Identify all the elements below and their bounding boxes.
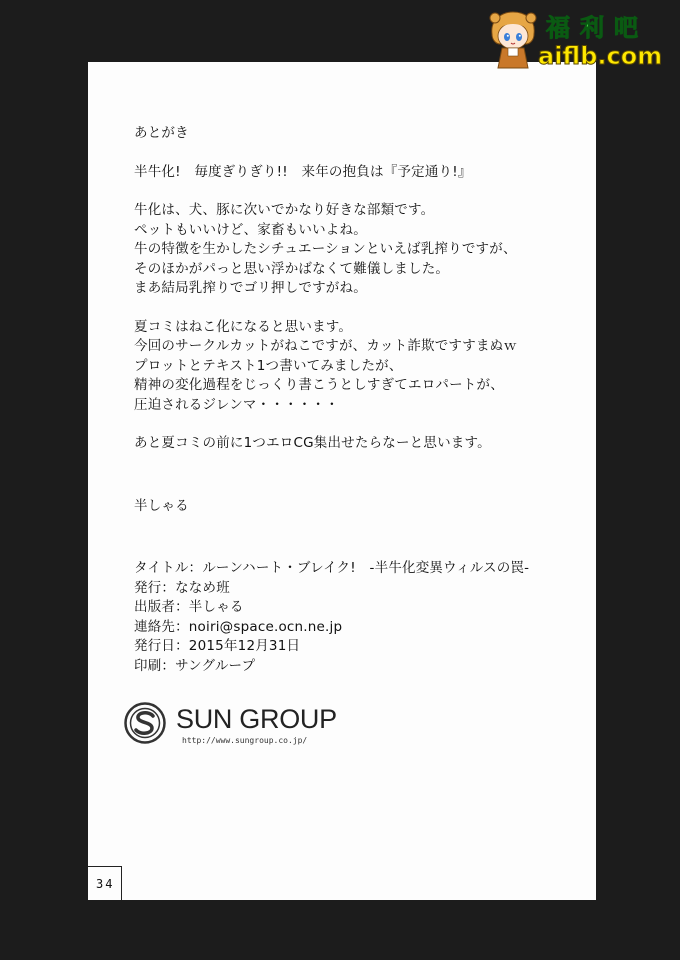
page-number-box [88,866,122,900]
afterword-intro: 半牛化! 毎度ぎりぎり!! 来年の抱負は『予定通り!』 [134,163,472,180]
anime-girl-mascot-icon [486,10,540,70]
afterword-heading: あとがき [134,125,189,141]
colophon-title: タイトル：ルーンハート・ブレイク! -半牛化変異ウィルスの罠- [134,560,530,576]
logo-name: SUN GROUP [176,704,337,734]
paragraph2-line: 圧迫されるジレンマ・・・・・・ [134,396,339,413]
paragraph1-line: ペットもいいけど、家畜もいいよね。 [134,221,367,238]
paragraph1-line: 牛の特徴を生かしたシチュエーションといえば乳搾りですが、 [134,241,517,257]
document-page [88,62,596,900]
page-number: 34 [96,877,115,891]
colophon [134,559,584,676]
afterword-signature: 半しゃる [134,497,189,514]
sun-group-logo [124,702,374,750]
paragraph1-line: そのほかがパっと思い浮かばなくて難儀しました。 [134,260,450,277]
paragraph1-line: まあ結局乳搾りでゴリ押しですがね。 [134,280,367,296]
afterword-closing: あと夏コミの前に1つエロCG集出せたらなーと思います。 [134,435,491,451]
site-watermark [484,6,674,74]
colophon-author: 出版者：半しゃる [134,599,244,615]
colophon-contact: 連絡先：noiri@space.ocn.ne.jp [134,618,343,635]
afterword-section [134,124,584,676]
paragraph2-line: プロットとテキスト1つ書いてみましたが、 [134,357,403,374]
watermark-domain: aiflb.com [538,42,663,70]
sun-group-mark-icon [124,702,166,744]
logo-url: http://www.sungroup.co.jp/ [182,736,308,745]
colophon-publisher: 発行：ななめ班 [134,579,230,596]
paragraph2-line: 今回のサークルカットがねこですが、カット詐欺ですすまぬｗ [134,338,518,354]
paragraph2-line: 精神の変化過程をじっくり書こうとしすぎてエロパートが、 [134,377,504,393]
colophon-date: 発行日：2015年12月31日 [134,638,301,654]
paragraph1-line: 牛化は、犬、豚に次いでかなり好きな部類です。 [134,202,435,218]
watermark-title: 福利吧 [546,14,648,42]
paragraph2-line: 夏コミはねこ化になると思います。 [134,318,353,335]
colophon-printer: 印刷：サングループ [134,657,256,674]
